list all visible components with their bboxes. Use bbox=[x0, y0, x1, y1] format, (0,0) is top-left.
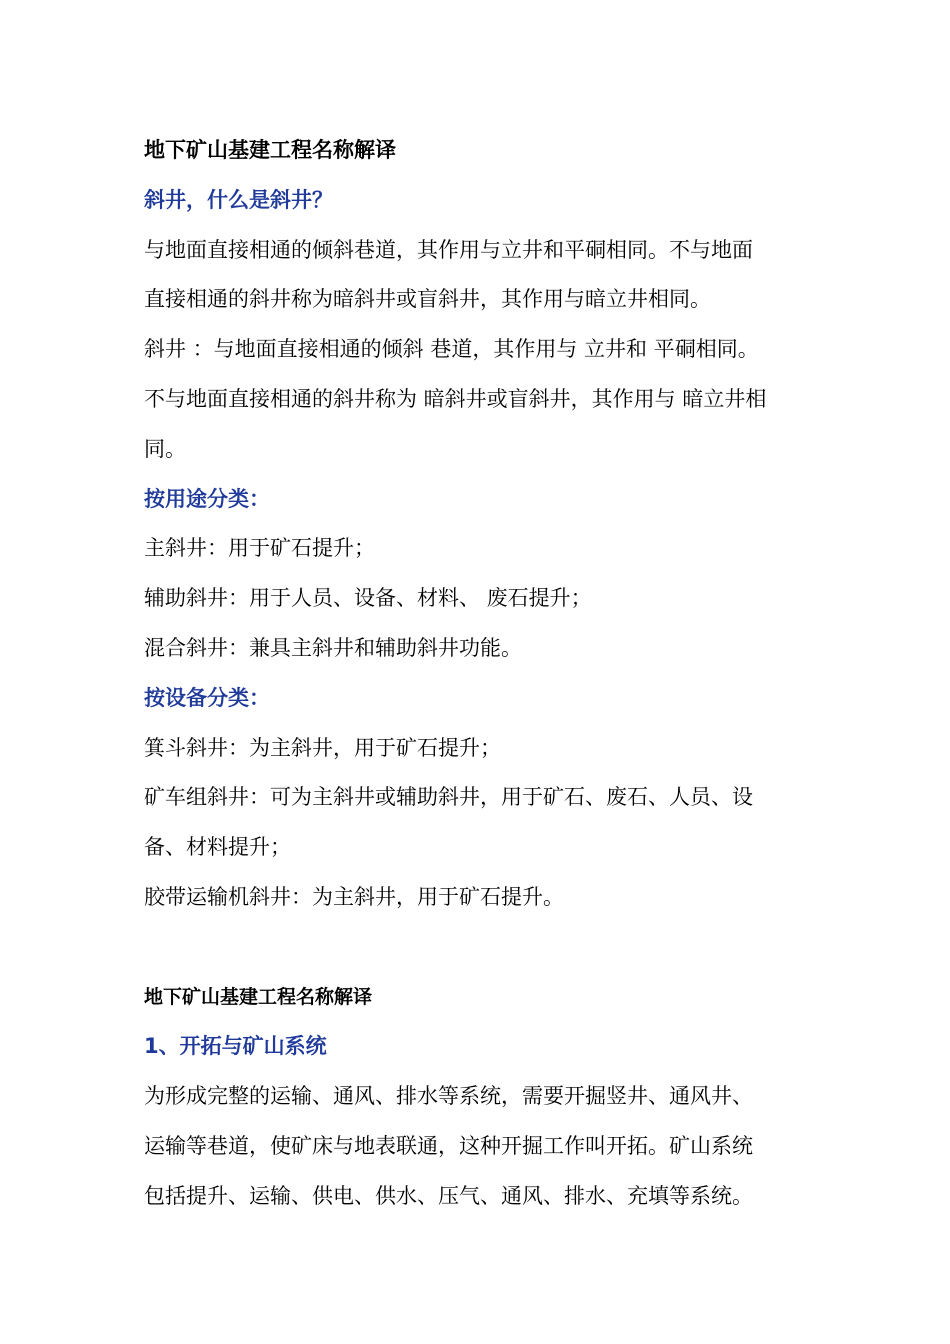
definition-line: 直接相通的斜井称为暗斜井或盲斜井，其作用与暗立井相同。 bbox=[144, 287, 711, 312]
by-equipment-heading: 按设备分类： bbox=[144, 685, 270, 710]
definition-line: 与地面直接相通的倾斜巷道，其作用与立井和平硐相同。不与地面 bbox=[144, 237, 753, 262]
by-equipment-line: 胶带运输机斜井：为主斜井，用于矿石提升。 bbox=[144, 884, 564, 909]
development-system-heading: 1、开拓与矿山系统 bbox=[144, 1034, 327, 1059]
by-use-item: 辅助斜井：用于人员、设备、材料、 废石提升； bbox=[144, 586, 592, 611]
by-use-item: 混合斜井：兼具主斜井和辅助斜井功能。 bbox=[144, 635, 522, 660]
section2-title: 地下矿山基建工程名称解译 bbox=[144, 985, 373, 1008]
by-equipment-line: 箕斗斜井：为主斜井，用于矿石提升； bbox=[144, 735, 501, 760]
section2-body-line: 包括提升、运输、供电、供水、压气、通风、排水、充填等系统。 bbox=[144, 1183, 753, 1208]
section-spacer bbox=[144, 923, 814, 973]
section1-title: 地下矿山基建工程名称解译 bbox=[144, 138, 396, 162]
incline-shaft-question-heading: 斜井，什么是斜井？ bbox=[144, 187, 333, 212]
by-equipment-line: 矿车组斜井：可为主斜井或辅助斜井，用于矿石、废石、人员、设 bbox=[144, 785, 753, 810]
definition-line: 同。 bbox=[144, 436, 186, 461]
by-use-heading: 按用途分类： bbox=[144, 486, 270, 511]
definition-line: 斜井 ：与地面直接相通的倾斜 巷道，其作用与 立井和 平硐相同。 bbox=[144, 337, 759, 362]
definition-line: 不与地面直接相通的斜井称为 暗斜井或盲斜井，其作用与 暗立井相 bbox=[144, 386, 767, 411]
by-equipment-line: 备、材料提升； bbox=[144, 835, 291, 860]
section2-body-line: 为形成完整的运输、通风、排水等系统，需要开掘竖井、通风井、 bbox=[144, 1084, 753, 1109]
section2-body-line: 运输等巷道，使矿床与地表联通，这种开掘工作叫开拓。矿山系统 bbox=[144, 1133, 753, 1158]
document-page bbox=[144, 126, 814, 1222]
by-use-item: 主斜井：用于矿石提升； bbox=[144, 536, 375, 561]
